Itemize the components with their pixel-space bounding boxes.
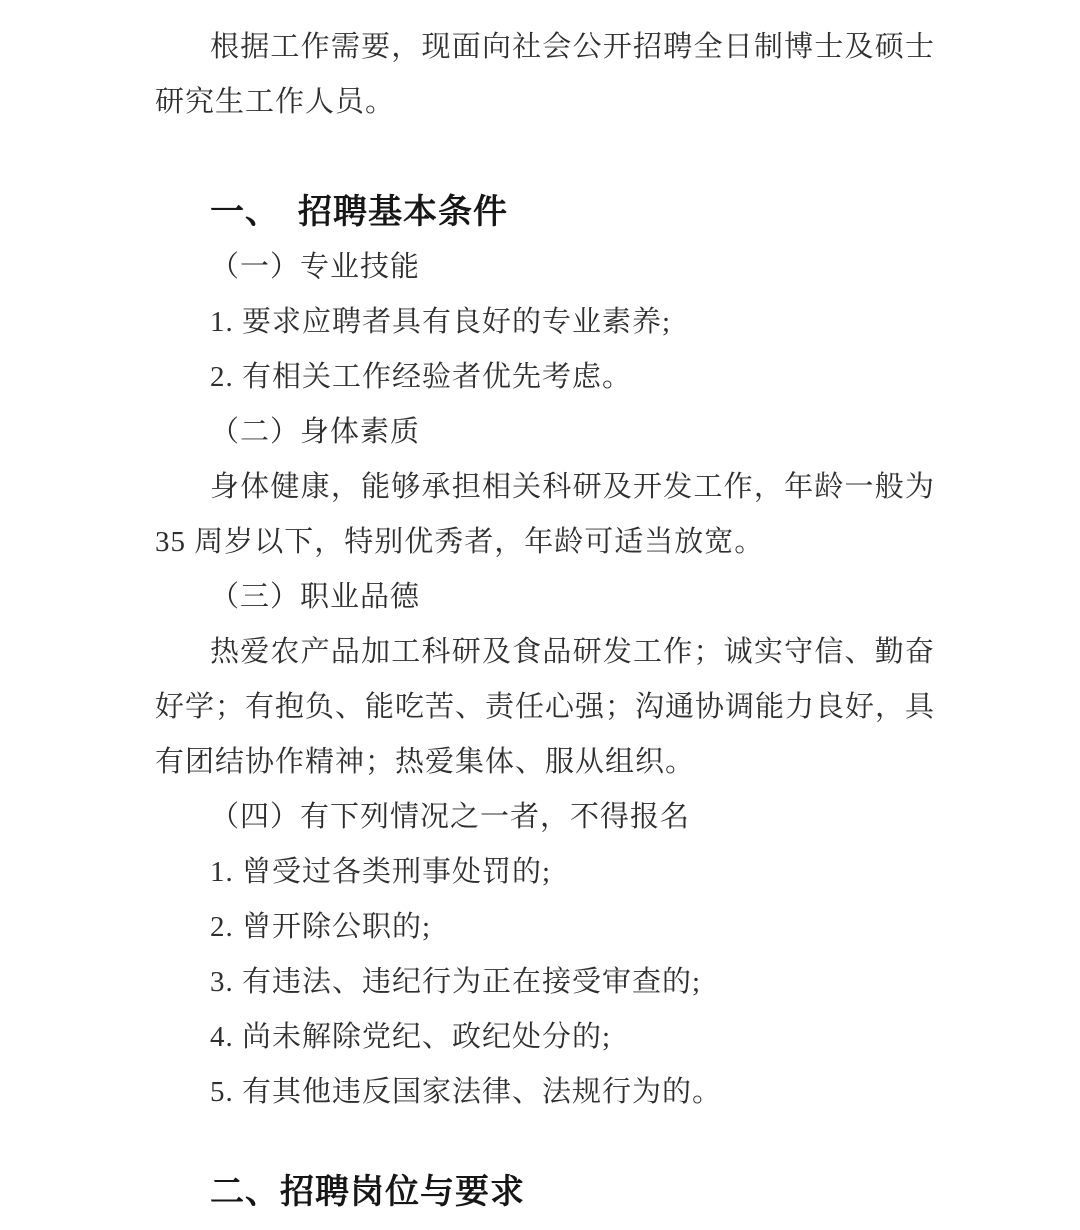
subsection-4-item-5: 5. 有其他违反国家法律、法规行为的。 bbox=[210, 1076, 723, 1108]
section-1-heading: 一、 招聘基本条件 bbox=[210, 193, 508, 231]
subsection-4-title: （四）有下列情况之一者，不得报名 bbox=[210, 801, 691, 833]
subsection-1-title: （一）专业技能 bbox=[210, 251, 421, 283]
subsection-1-item-2: 2. 有相关工作经验者优先考虑。 bbox=[210, 361, 633, 393]
subsection-3-title: （三）职业品德 bbox=[210, 581, 421, 613]
subsection-3-line-3: 有团结协作精神；热爱集体、服从组织。 bbox=[155, 746, 696, 778]
subsection-2-line-2: 35 周岁以下，特别优秀者，年龄可适当放宽。 bbox=[155, 526, 765, 558]
subsection-1-item-1: 1. 要求应聘者具有良好的专业素养; bbox=[210, 306, 672, 338]
intro-line-1: 根据工作需要，现面向社会公开招聘全日制博士及硕士 bbox=[210, 31, 935, 63]
subsection-3-paragraph bbox=[155, 625, 935, 790]
subsection-3-line-1: 热爱农产品加工科研及食品研发工作；诚实守信、勤奋 bbox=[210, 636, 935, 668]
intro-paragraph bbox=[155, 20, 935, 130]
subsection-3-line-2: 好学；有抱负、能吃苦、责任心强；沟通协调能力良好，具 bbox=[155, 691, 936, 723]
subsection-4-item-3: 3. 有违法、违纪行为正在接受审查的; bbox=[210, 966, 702, 998]
section-2-heading: 二、招聘岗位与要求 bbox=[210, 1173, 525, 1211]
subsection-4-item-4: 4. 尚未解除党纪、政纪处分的; bbox=[210, 1021, 612, 1053]
subsection-4-item-2: 2. 曾开除公职的; bbox=[210, 911, 432, 943]
intro-line-2: 研究生工作人员。 bbox=[155, 86, 396, 118]
subsection-4-item-1: 1. 曾受过各类刑事处罚的; bbox=[210, 856, 552, 888]
subsection-2-title: （二）身体素质 bbox=[210, 416, 421, 448]
subsection-2-line-1: 身体健康，能够承担相关科研及开发工作，年龄一般为 bbox=[210, 471, 935, 503]
subsection-2-paragraph bbox=[155, 460, 935, 570]
